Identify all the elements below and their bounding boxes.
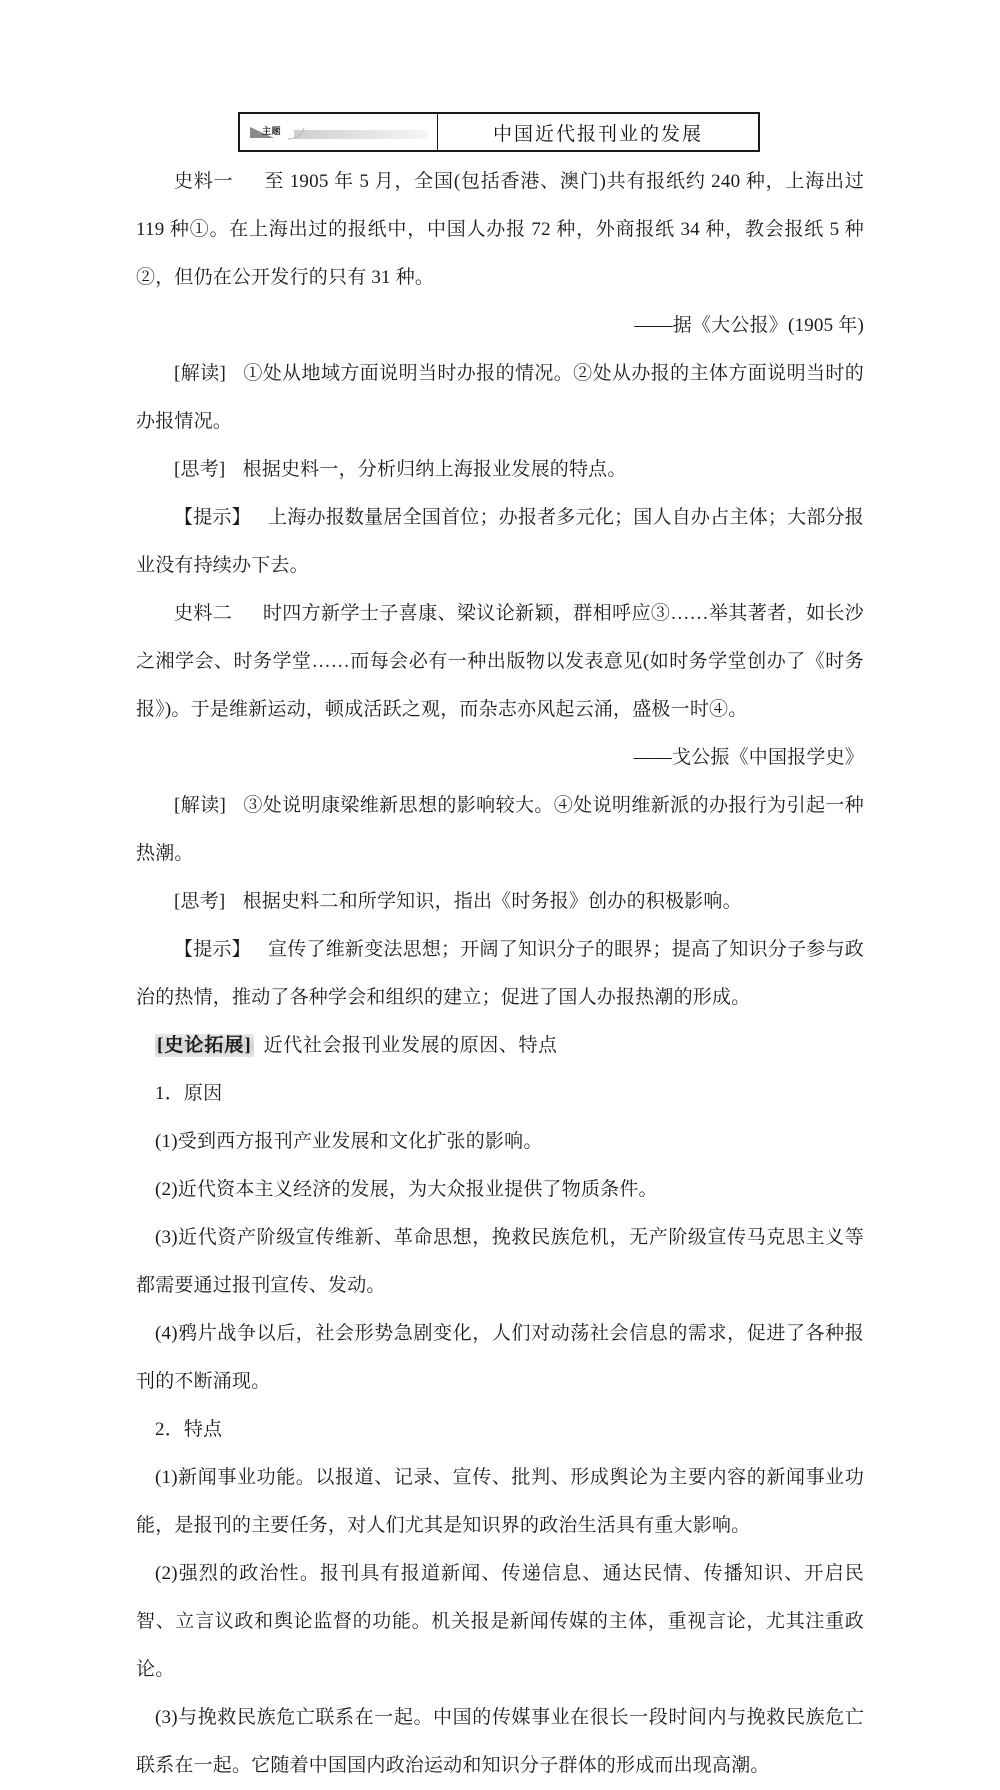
text-jiedu-1: ①处从地域方面说明当时办报的情况。②处从办报的主体方面说明当时的办报情况。: [136, 363, 864, 432]
text-tishi-1: 上海办报数量居全国首位；办报者多元化；国人自办占主体；大部分报业没有持续办下去。: [136, 507, 864, 576]
list-item: (3)与挽救民族危亡联系在一起。中国的传媒事业在很长一段时间内与挽救民族危亡联系在一起。它随着中国国内政治运动和知识分子群体的形成而出现高潮。: [136, 1707, 864, 1776]
paragraph-shiliao-2: [136, 590, 864, 734]
label-shiliao-1: 史料一: [174, 171, 234, 192]
paragraph-sikao-1: [136, 446, 864, 494]
text-sikao-2: 根据史料二和所学知识，指出《时务报》创办的积极影响。: [242, 891, 742, 912]
paragraph-tishi-1: [136, 494, 864, 590]
paragraph-jiedu-2: [136, 782, 864, 878]
list-item: (1)新闻事业功能。以报道、记录、宣传、批判、形成舆论为主要内容的新闻事业功能，是报刊的主要任务，对人们尤其是知识界的政治生活具有重大影响。: [136, 1467, 864, 1536]
list-item: (1)受到西方报刊产业发展和文化扩张的影响。: [155, 1131, 543, 1152]
topic-header-box: [238, 112, 760, 152]
text-shiliao-1: 至 1905 年 5 月，全国(包括香港、澳门)共有报纸约 240 种，上海出过 119 种①。在上海出过的报纸中，中国人办报 72 种，外商报纸 34 种，教会报纸 5 种②，但仍在公开发行的只有 31 种。: [136, 171, 864, 288]
text-tishi-2: 宣传了维新变法思想；开阔了知识分子的眼界；提高了知识分子参与政治的热情，推动了各种学会和组织的建立；促进了国人办报热潮的形成。: [136, 939, 864, 1008]
topic-label-cell: [240, 114, 438, 150]
text-jiedu-2: ③处说明康梁维新思想的影响较大。④处说明维新派的办报行为引起一种热潮。: [136, 795, 864, 864]
label-tishi-2: 【提示】: [174, 939, 251, 960]
label-jiedu-2: [解读]: [174, 795, 227, 816]
label-shiliao-2: 史料二: [174, 603, 233, 624]
paragraph-sikao-2: [136, 878, 864, 926]
paragraph-tishi-2: [136, 926, 864, 1022]
text-sikao-1: 根据史料一，分析归纳上海报业发展的特点。: [242, 459, 627, 480]
list-item: (2)近代资本主义经济的发展，为大众报业提供了物质条件。: [155, 1179, 658, 1200]
text-source-2: ——戈公振《中国报学史》: [633, 747, 864, 768]
label-tishi-1: 【提示】: [174, 507, 251, 528]
page-title: 中国近代报刊业的发展: [492, 123, 703, 145]
text-source-1: ——据《大公报》(1905 年): [634, 315, 864, 336]
label-jiedu-1: [解读]: [174, 363, 227, 384]
paragraph-jiedu-1: [136, 350, 864, 446]
section-header-extend: [136, 1022, 864, 1070]
label-sikao-2: [思考]: [174, 891, 226, 912]
heading-reasons: 1．原因: [155, 1083, 223, 1104]
list-item: (3)近代资产阶级宣传维新、革命思想，挽救民族危机，无产阶级宣传马克思主义等都需要通过报刊宣传、发动。: [136, 1227, 864, 1296]
list-item: (4)鸦片战争以后，社会形势急剧变化，人们对动荡社会信息的需求，促进了各种报刊的不断涌现。: [136, 1323, 864, 1392]
paragraph-shiliao-1: [136, 158, 864, 302]
heading-features: 2．特点: [155, 1419, 223, 1440]
extend-tag-badge: [史论拓展]: [157, 1035, 252, 1056]
extend-title: 近代社会报刊业发展的原因、特点: [263, 1035, 558, 1056]
document-body: [136, 158, 864, 1790]
paragraph-source-1: [136, 302, 864, 350]
list-item: (2)强烈的政治性。报刊具有报道新闻、传递信息、通达民情、传播知识、开启民智、立言议政和舆论监督的功能。机关报是新闻传媒的主体，重视言论，尤其注重政论。: [136, 1563, 864, 1680]
paragraph-source-2: [136, 734, 864, 782]
topic-title-cell: [438, 114, 758, 150]
label-sikao-1: [思考]: [174, 459, 226, 480]
text-shiliao-2: 时四方新学士子喜康、梁议论新颖，群相呼应③……举其著者，如长沙之湘学会、时务学堂……而每会必有一种出版物以发表意见(如时务学堂创办了《时务报》)。于是维新运动，顿成活跃之观，而杂志亦风起云涌，盛极一时④。: [136, 603, 864, 720]
topic-side-label: 主题: [262, 127, 282, 137]
